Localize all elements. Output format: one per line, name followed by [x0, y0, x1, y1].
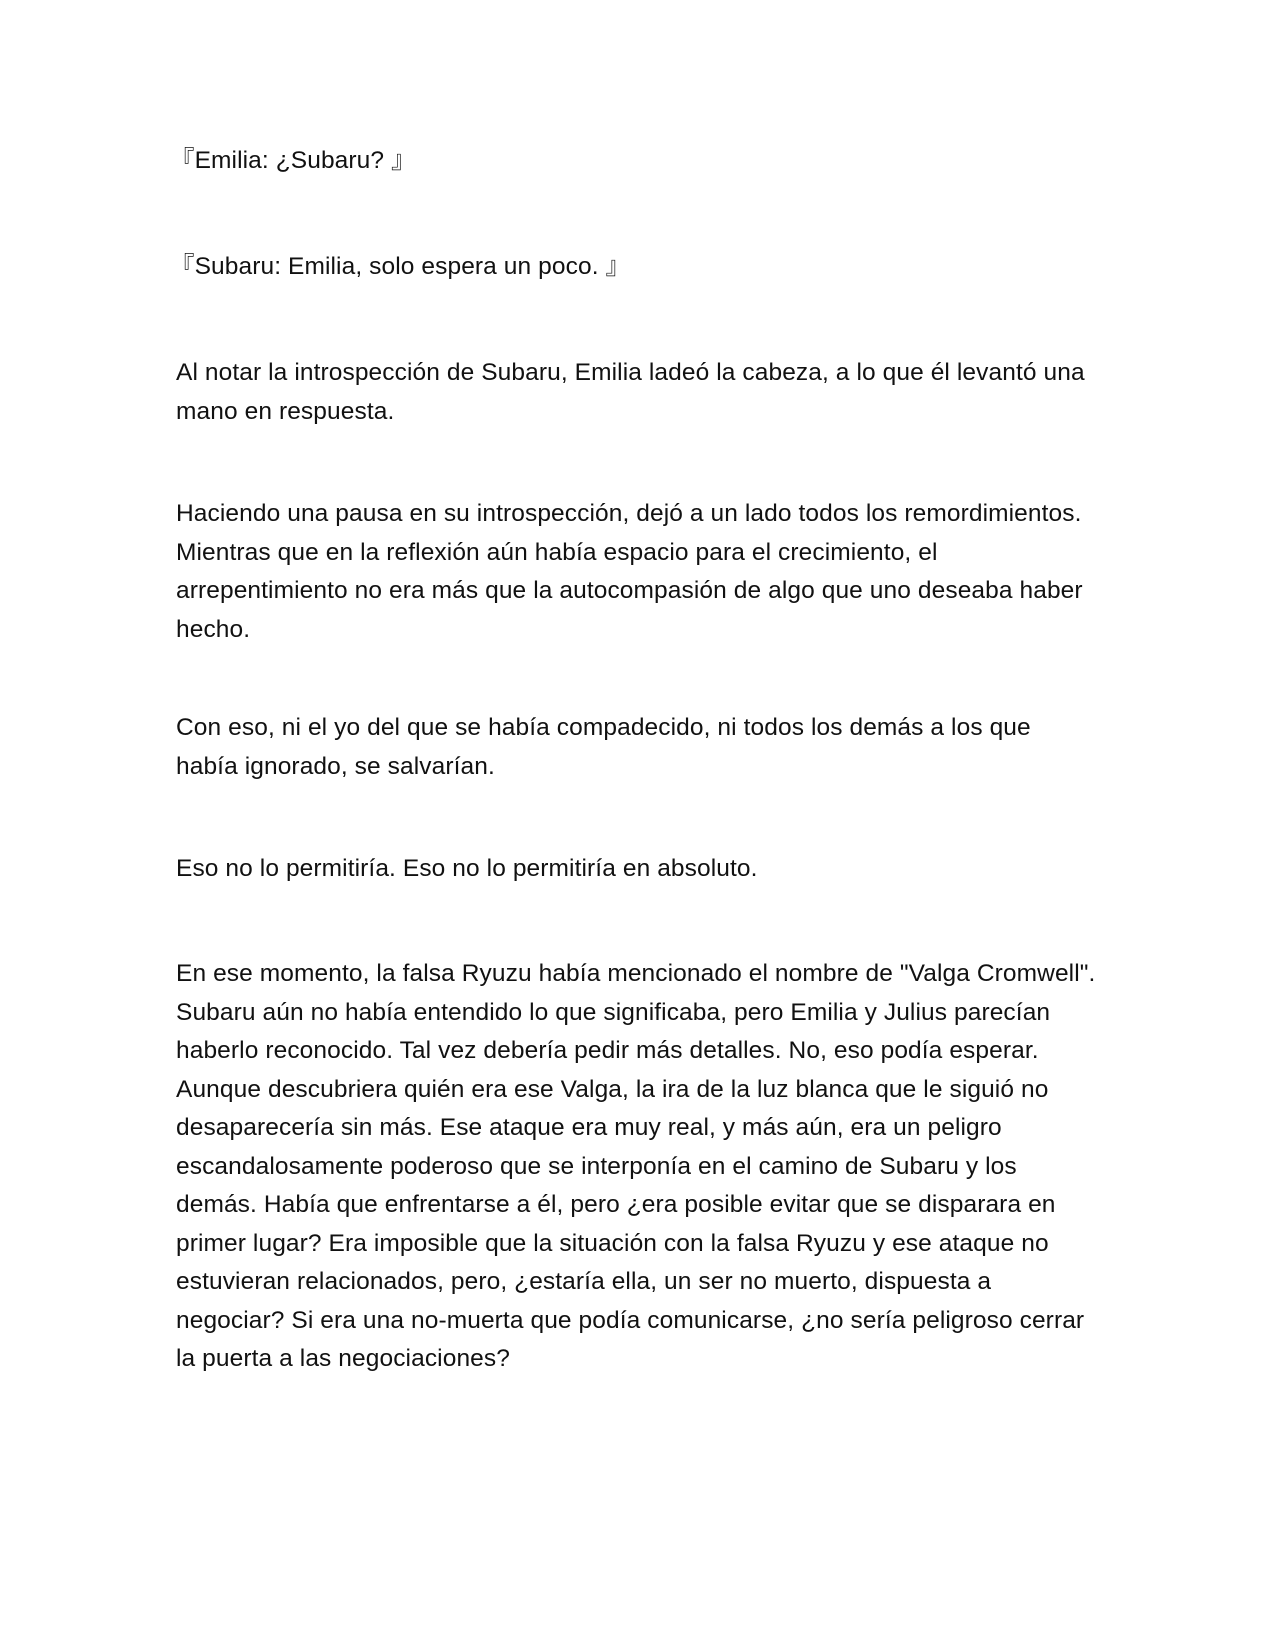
- paragraph-salvation: Con eso, ni el yo del que se había compadecido, ni todos los demás a los que había ignorado, se salvarían.: [176, 714, 1031, 780]
- dialogue-emilia: 『Emilia: ¿Subaru? 』: [170, 147, 416, 174]
- dialogue-subaru: 『Subaru: Emilia, solo espera un poco. 』: [170, 253, 631, 280]
- paragraph-valga: En ese momento, la falsa Ryuzu había mencionado el nombre de "Valga Cromwell". Subaru aún no había entendido lo que significaba, pero Emilia y Julius parecían haberlo reconocido. Tal vez debería pedir más detalles. No, eso podía esperar. Aunque descubriera quién era ese Valga, la ira de la luz blanca que le siguió no desaparecería sin más. Ese ataque era muy real, y más aún, era un peligro escandalosamente poderoso que se interponía en el camino de Subaru y los demás. Había que enfrentarse a él, pero ¿era posible evitar que se disparara en primer lugar? Era imposible que la situación con la falsa Ryuzu y ese ataque no estuvieran relacionados, pero, ¿estaría ella, un ser no muerto, dispuesta a negociar? Si era una no-muerta que podía comunicarse, ¿no sería peligroso cerrar la puerta a las negociaciones?: [176, 960, 1096, 1372]
- paragraph-remorse: Haciendo una pausa en su introspección, dejó a un lado todos los remordimientos. Mientras que en la reflexión aún había espacio para el crecimiento, el arrepentimiento no era más que la autocompasión de algo que uno deseaba haber hecho.: [176, 500, 1083, 643]
- paragraph-introspection: Al notar la introspección de Subaru, Emilia ladeó la cabeza, a lo que él levantó una mano en respuesta.: [176, 359, 1085, 425]
- paragraph-not-allow: Eso no lo permitiría. Eso no lo permitiría en absoluto.: [176, 855, 758, 882]
